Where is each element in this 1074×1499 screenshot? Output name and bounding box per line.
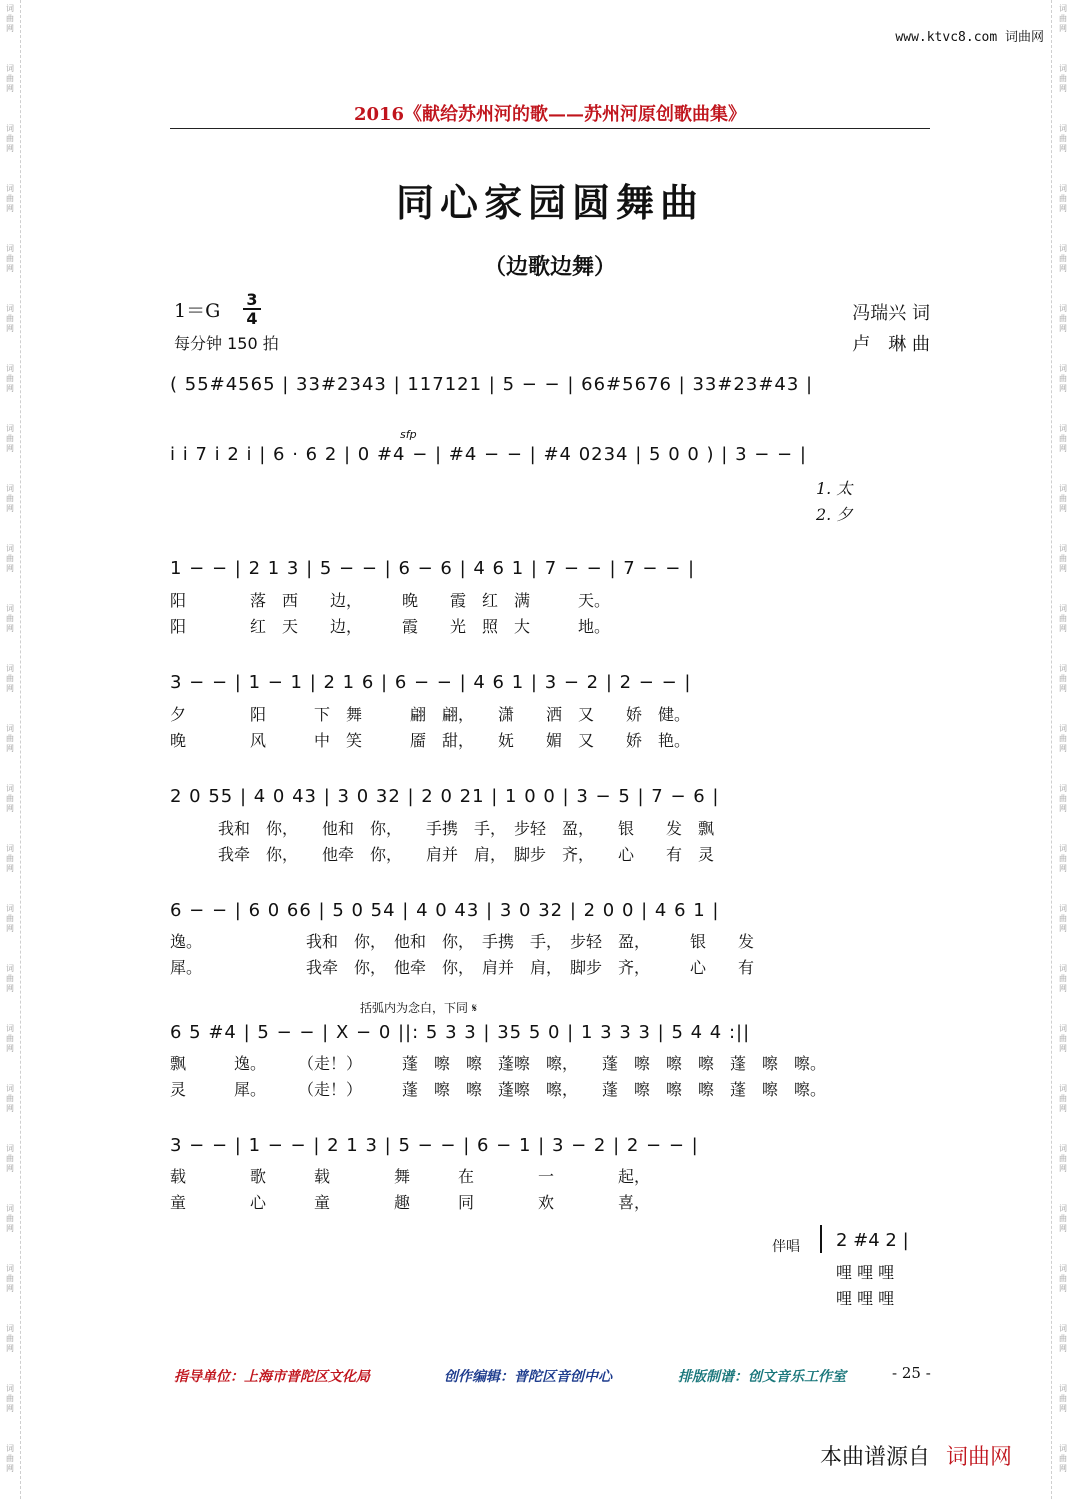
spoken-note: 括弧内为念白，下同 𝄋 [360, 1001, 477, 1015]
music-row-4: 3 − − | 1 − 1 | 2 1 6 | 6 − − | 4 6 1 | 3 − 2 | 2 − − | [170, 672, 692, 693]
watermark-text: 词 曲 网 [1059, 64, 1067, 93]
song-title: 同心家园圆舞曲 [395, 180, 704, 225]
watermark-text: 词 曲 网 [1059, 1264, 1067, 1293]
watermark-text: 词 曲 网 [6, 484, 14, 513]
accompaniment-lyric-2: 哩 哩 哩 [836, 1289, 895, 1308]
verse-mark-2: 2. 夕 [816, 505, 853, 524]
lyric-row-5-verse-2: 我牵 你， 他牵 你， 肩并 肩， 脚步 齐， 心 有 灵 [170, 845, 715, 864]
watermark-text: 词 曲 网 [6, 4, 14, 33]
time-signature [243, 292, 261, 326]
lyric-row-3-verse-1: 阳 落 西 边， 晚 霞 红 满 天。 [170, 591, 611, 610]
watermark-text: 词 曲 网 [1059, 1324, 1067, 1353]
accompaniment-label: 伴唱 [772, 1239, 800, 1255]
footer-editing: 创作编辑：普陀区音创中心 [444, 1369, 612, 1385]
watermark-text: 词 曲 网 [6, 1324, 14, 1353]
watermark-text: 词 曲 网 [1059, 4, 1067, 33]
watermark-text: 词 曲 网 [1059, 1084, 1067, 1113]
lyricist: 冯瑞兴 词 [852, 303, 930, 324]
watermark-text: 词 曲 网 [6, 724, 14, 753]
composer: 卢 琳 曲 [852, 334, 930, 355]
watermark-text: 词 曲 网 [1059, 244, 1067, 273]
source-prefix: 本曲谱源自 [820, 1445, 931, 1470]
watermark-text: 词 曲 网 [1059, 304, 1067, 333]
lyric-row-4-verse-1: 夕 阳 下 舞 翩 翩， 潇 洒 又 娇 健。 [170, 705, 691, 724]
watermark-text: 词 曲 网 [6, 844, 14, 873]
music-row-3: 1 − − | 2 1 3 | 5 − − | 6 − 6 | 4 6 1 | 7 − − | 7 − − | [170, 558, 696, 579]
site-url[interactable]: www.ktvc8.com 词曲网 [895, 30, 1044, 45]
watermark-text: 词 曲 网 [6, 544, 14, 573]
accompaniment-notes: 2 #4 2 | [836, 1230, 909, 1251]
accompaniment-brace [820, 1225, 822, 1253]
accompaniment-lyric-1: 哩 哩 哩 [836, 1263, 895, 1282]
lyric-row-8-verse-1: 载 歌 载 舞 在 一 起， [170, 1167, 651, 1186]
page-number: - 25 - [892, 1364, 931, 1382]
series-title: 2016《献给苏州河的歌——苏州河原创歌曲集》 [353, 104, 747, 125]
watermark-text: 词 曲 网 [6, 1024, 14, 1053]
song-subtitle: （边歌边舞） [483, 254, 616, 280]
source-credit [820, 1440, 1012, 1471]
watermark-text: 词 曲 网 [1059, 1384, 1067, 1413]
watermark-text: 词 曲 网 [6, 1204, 14, 1233]
watermark-text: 词 曲 网 [6, 424, 14, 453]
watermark-text: 词 曲 网 [1059, 604, 1067, 633]
sfp-mark: sfp [400, 428, 417, 441]
verse-mark-1: 1. 太 [816, 479, 853, 498]
watermark-text: 词 曲 网 [1059, 904, 1067, 933]
watermark-text: 词 曲 网 [6, 1144, 14, 1173]
music-row-7: 6 5 #4 | 5 − − | X − 0 ||: 5 3 3 | 35 5 0 | 1 3 3 3 | 5 4 4 :|| [170, 1022, 751, 1043]
time-signature-top: 3 [246, 290, 258, 309]
watermark-text: 词 曲 网 [6, 244, 14, 273]
watermark-strip-left [0, 0, 21, 1499]
watermark-text: 词 曲 网 [1059, 184, 1067, 213]
watermark-text: 词 曲 网 [6, 784, 14, 813]
watermark-text: 词 曲 网 [6, 1264, 14, 1293]
footer-guidance: 指导单位：上海市普陀区文化局 [174, 1369, 370, 1385]
source-brand-link[interactable]: 词曲网 [946, 1445, 1013, 1470]
watermark-text: 词 曲 网 [6, 64, 14, 93]
watermark-text: 词 曲 网 [6, 904, 14, 933]
music-row-1: ( 55#4565 | 33#2343 | 117121 | 5 − − | 66#5676 | 33#23#43 | [170, 374, 814, 395]
music-row-2: i i 7 i 2 i | 6 · 6 2 | 0 #4 − | #4 − − | #4 0234 | 5 0 0 ) | 3 − − | [170, 444, 807, 465]
key-signature: 1＝G [174, 300, 221, 322]
lyric-row-6-verse-2: 犀。 我牵 你， 他牵 你， 肩并 肩， 脚步 齐， 心 有 [170, 958, 755, 977]
watermark-text: 词 曲 网 [1059, 424, 1067, 453]
watermark-text: 词 曲 网 [1059, 124, 1067, 153]
watermark-text: 词 曲 网 [1059, 1024, 1067, 1053]
watermark-text: 词 曲 网 [1059, 784, 1067, 813]
watermark-text: 词 曲 网 [6, 364, 14, 393]
watermark-text: 词 曲 网 [1059, 1144, 1067, 1173]
watermark-text: 词 曲 网 [6, 1444, 14, 1473]
watermark-text: 词 曲 网 [6, 964, 14, 993]
watermark-text: 词 曲 网 [6, 184, 14, 213]
lyric-row-8-verse-2: 童 心 童 趣 同 欢 喜， [170, 1193, 651, 1212]
watermark-text: 词 曲 网 [6, 1384, 14, 1413]
tempo: 每分钟 150 拍 [174, 334, 279, 353]
watermark-text: 词 曲 网 [1059, 844, 1067, 873]
time-signature-bottom: 4 [246, 309, 258, 328]
footer-typesetting: 排版制谱：创文音乐工作室 [678, 1369, 846, 1385]
music-row-6: 6 − − | 6 0 66 | 5 0 54 | 4 0 43 | 3 0 32 | 2 0 0 | 4 6 1 | [170, 900, 720, 921]
watermark-text: 词 曲 网 [1059, 544, 1067, 573]
watermark-text: 词 曲 网 [6, 124, 14, 153]
watermark-text: 词 曲 网 [6, 664, 14, 693]
lyric-row-3-verse-2: 阳 红 天 边， 霞 光 照 大 地。 [170, 617, 611, 636]
lyric-row-5-verse-1: 我和 你， 他和 你， 手携 手， 步轻 盈， 银 发 飘 [170, 819, 715, 838]
lyric-row-4-verse-2: 晚 风 中 笑 靥 甜， 妩 媚 又 娇 艳。 [170, 731, 691, 750]
watermark-text: 词 曲 网 [1059, 964, 1067, 993]
lyric-row-7-verse-1: 飘 逸。 （走！） 蓬 嚓 嚓 蓬嚓 嚓， 蓬 嚓 嚓 嚓 蓬 嚓 嚓。 [170, 1054, 827, 1073]
watermark-text: 词 曲 网 [6, 604, 14, 633]
header-rule [170, 128, 930, 129]
watermark-text: 词 曲 网 [1059, 724, 1067, 753]
watermark-text: 词 曲 网 [1059, 1204, 1067, 1233]
music-row-8: 3 − − | 1 − − | 2 1 3 | 5 − − | 6 − 1 | 3 − 2 | 2 − − | [170, 1135, 699, 1156]
lyric-row-7-verse-2: 灵 犀。 （走！） 蓬 嚓 嚓 蓬嚓 嚓， 蓬 嚓 嚓 嚓 蓬 嚓 嚓。 [170, 1080, 827, 1099]
watermark-text: 词 曲 网 [1059, 664, 1067, 693]
watermark-text: 词 曲 网 [6, 1084, 14, 1113]
watermark-text: 词 曲 网 [6, 304, 14, 333]
music-row-5: 2 0 55 | 4 0 43 | 3 0 32 | 2 0 21 | 1 0 0 | 3 − 5 | 7 − 6 | [170, 786, 720, 807]
watermark-strip-right [1051, 0, 1074, 1499]
watermark-text: 词 曲 网 [1059, 484, 1067, 513]
watermark-text: 词 曲 网 [1059, 364, 1067, 393]
lyric-row-6-verse-1: 逸。 我和 你， 他和 你， 手携 手， 步轻 盈， 银 发 [170, 932, 755, 951]
watermark-text: 词 曲 网 [1059, 1444, 1067, 1473]
